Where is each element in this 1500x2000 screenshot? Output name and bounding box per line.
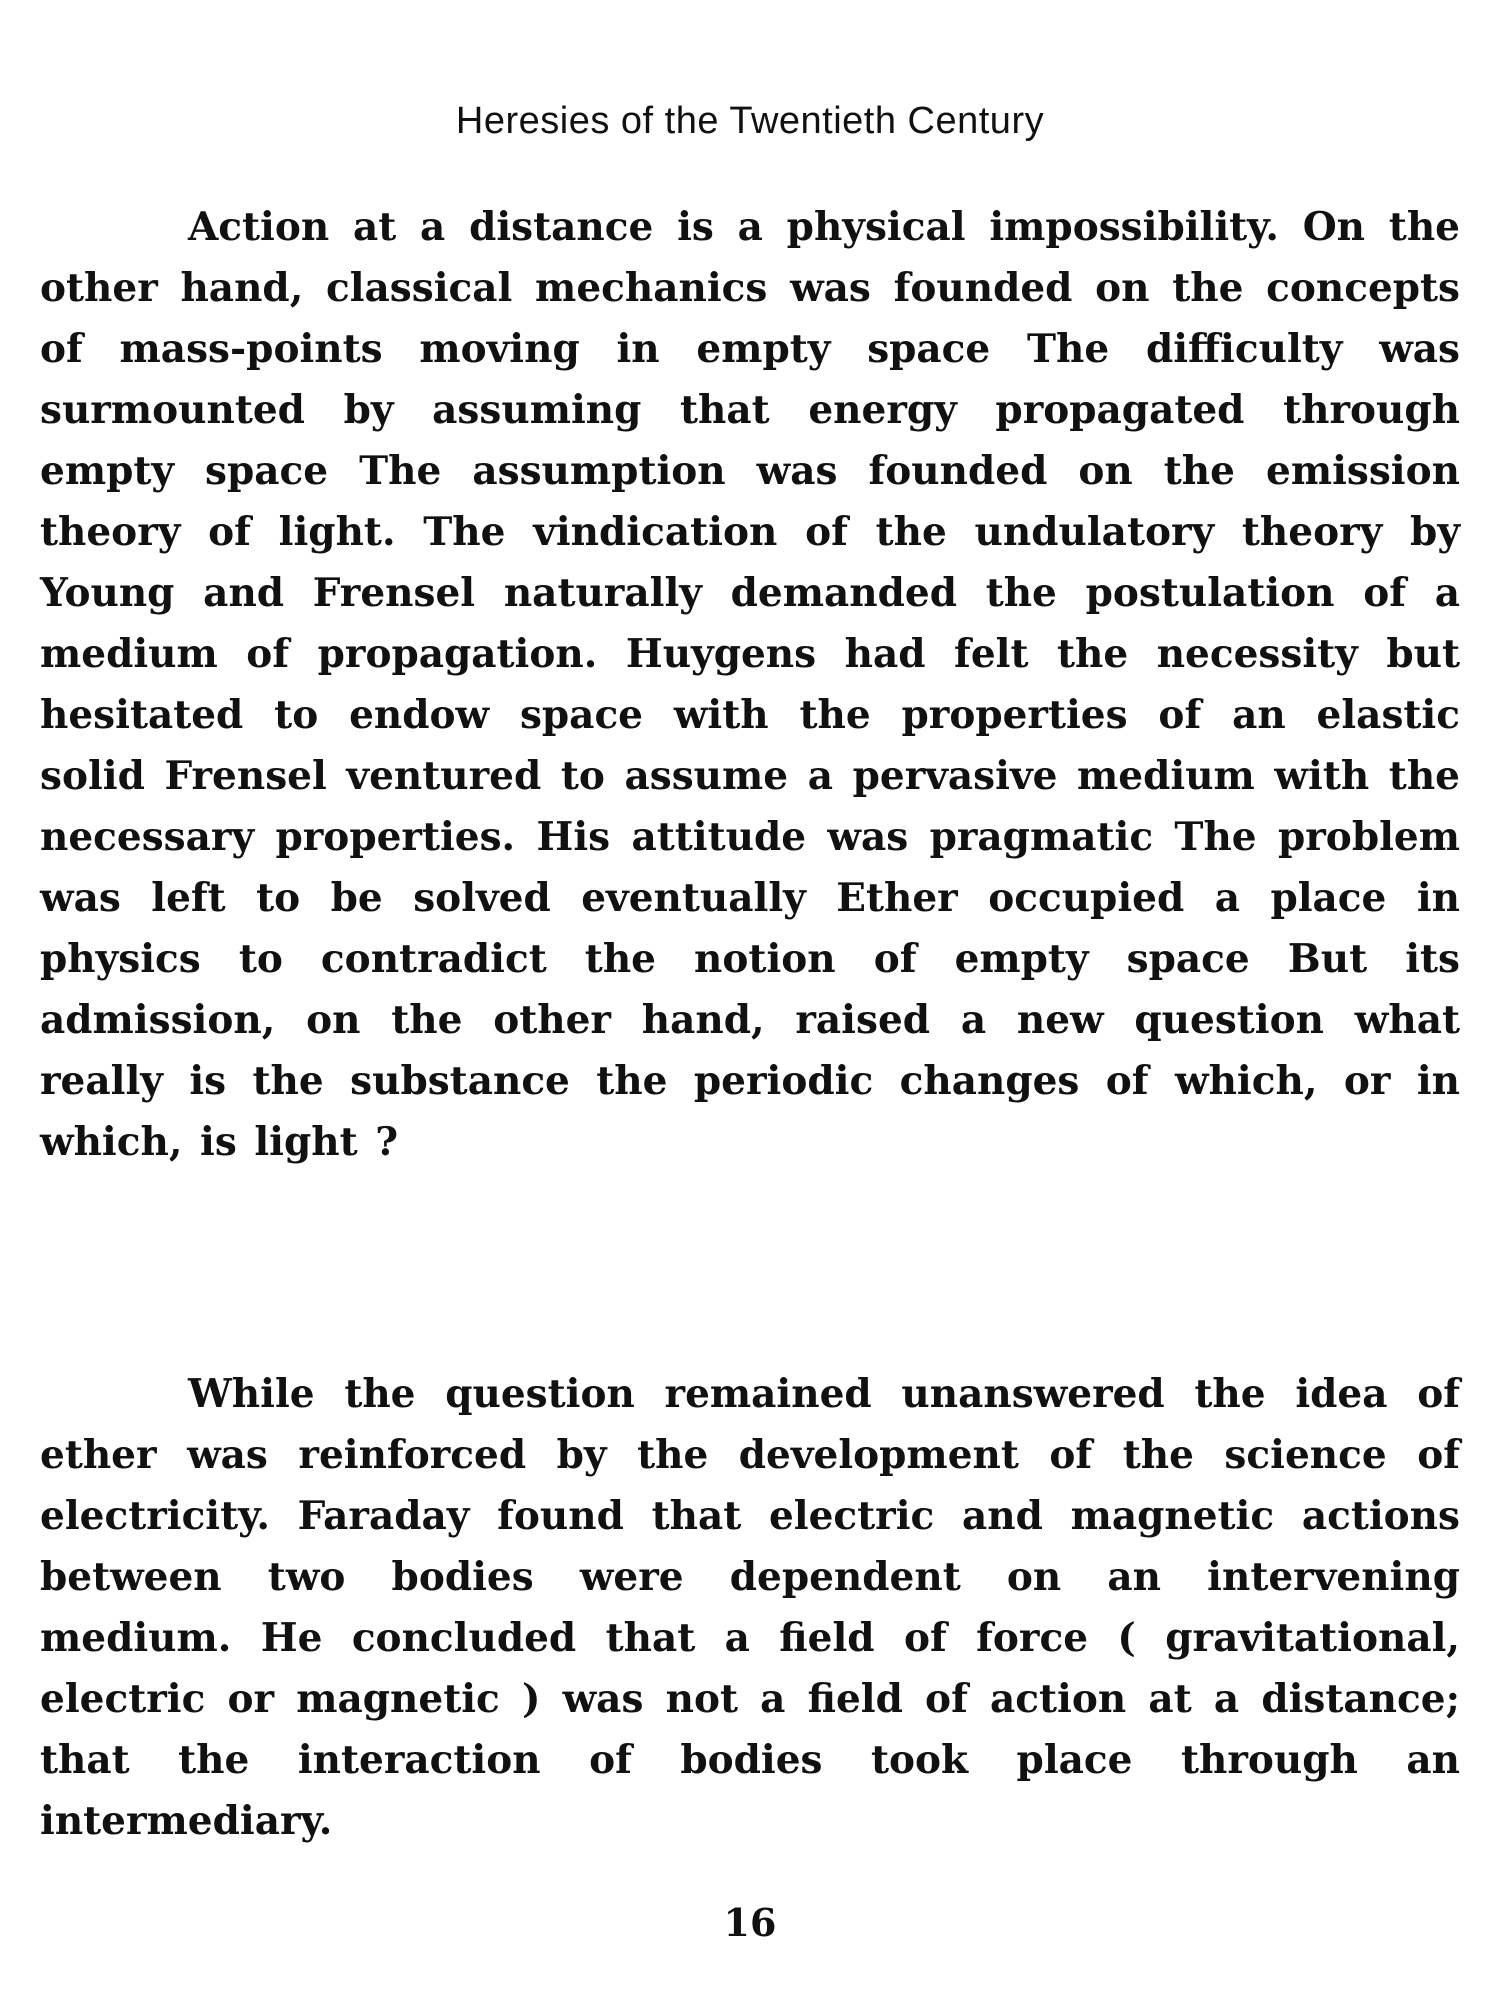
paragraph-text: Action at a distance is a physical impossibility. On the other hand, classical mechanics was founded on the concepts of mass-points moving in empty space The difficulty was surmounted by assuming that energy propagated through empty space The assumption was founded on the emission theory of light. The vindication of the undulatory theory by Young and Frensel naturally demanded the postulation of a medium of propagation. Huygens had felt the necessity but hesitated to endow space with the properties of an elastic solid Frensel ventured to assume a pervasive medium with the necessary properties. His attitude was pragmatic The problem was left to be solved eventually Ether occupied a place in physics to contradict the notion of empty space But its admission, on the other hand, raised a new question what really is the substance the periodic changes of which, or in which, is light ? — [40, 204, 1460, 1165]
paragraph — [40, 197, 1460, 1173]
paragraph-text: While the question remained unanswered the idea of ether was reinforced by the development of the science of electricity. Faraday found that electric and magnetic actions between two bodies were dependent on an intervening medium. He concluded that a field of force ( gravitational, electric or magnetic ) was not a field of action at a distance; that the interaction of bodies took place through an intermediary. — [40, 1371, 1460, 1844]
page-number: 16 — [723, 1900, 777, 1945]
paragraph — [40, 1364, 1460, 1852]
running-head: Heresies of the Twentieth Century — [455, 100, 1045, 142]
